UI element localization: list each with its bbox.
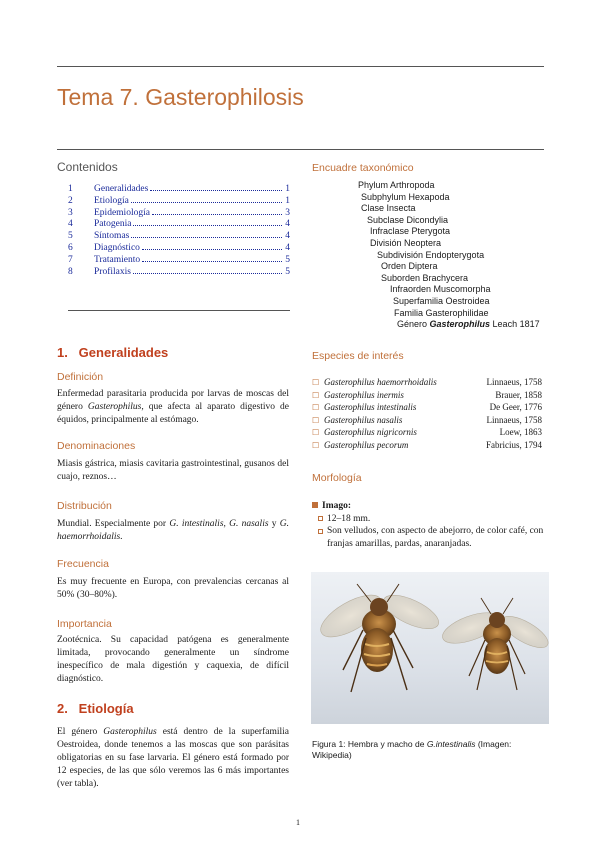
- filled-box-bullet-icon: [312, 502, 318, 508]
- male-fly: [439, 598, 549, 690]
- toc-item[interactable]: 4 Patogenia 4: [68, 219, 290, 230]
- taxonomy-line: Orden Diptera: [381, 261, 438, 272]
- toc-item[interactable]: 7 Tratamiento 5: [68, 254, 290, 265]
- subheading-importancia: Importancia: [57, 618, 112, 630]
- box-bullet-icon: [318, 516, 323, 521]
- contents-rule: [68, 310, 290, 311]
- frecuencia-text: Es muy frecuente en Europa, con prevalencias cercanas al 50% (30–80%).: [57, 577, 289, 600]
- toc-item[interactable]: 8 Profilaxis 5: [68, 266, 290, 277]
- morphology-list: [312, 500, 544, 550]
- list-item: Son velludos, con aspecto de abejorro, de color café, con franjas amarillas, pardas, anaranjadas.: [312, 525, 544, 550]
- female-fly: [315, 584, 444, 692]
- box-bullet-icon: ☐: [312, 378, 320, 387]
- taxonomy-line: Infraorden Muscomorpha: [390, 284, 491, 295]
- list-item: ☐ Gasterophilus haemorrhoidalis Linnaeus, 1758: [312, 377, 542, 387]
- denominaciones-text: Miasis gástrica, miasis cavitaria gastrointestinal, gusanos del cuajo, reznos…: [57, 459, 289, 482]
- taxonomy-line: Subclase Dicondylia: [367, 214, 449, 225]
- page-number: 1: [296, 818, 300, 827]
- taxonomy-line: Suborden Brachycera: [381, 272, 469, 283]
- taxonomy-genus-line: Género Gasterophilus Leach 1817: [397, 319, 540, 330]
- title-rule: [57, 149, 544, 150]
- box-bullet-icon: [318, 529, 323, 534]
- etiologia-text: El género Gasterophilus está dentro de la superfamilia Oestroidea, donde tenemos a las moscas que son parásitas obligatorias en su fase larvaria. El género está formado por 12 especies, de las que sólo veremos las 6 más importantes (ver tabla).: [57, 727, 290, 789]
- taxonomy-line: Superfamilia Oestroidea: [393, 295, 490, 306]
- list-item: ☐ Gasterophilus inermis Brauer, 1858: [312, 389, 542, 400]
- box-bullet-icon: ☐: [312, 390, 320, 400]
- taxonomy-line: Clase Insecta: [361, 203, 416, 214]
- botfly-pair-illustration: [311, 572, 549, 724]
- taxonomy-line: Familia Gasterophilidae: [394, 307, 489, 318]
- taxonomy-line: Infraclase Pterygota: [370, 226, 451, 237]
- taxonomy-line: Subdivisión Endopterygota: [377, 249, 485, 260]
- distribucion-text: Mundial. Especialmente por G. intestinalis, G. nasalis y G. haemorrhoidalis.: [57, 519, 290, 542]
- contents-title: Contenidos: [57, 160, 118, 174]
- taxonomy-list: [312, 180, 540, 331]
- toc-item[interactable]: 1 Generalidades 1: [68, 184, 290, 194]
- subheading-frecuencia: Frecuencia: [57, 558, 109, 570]
- table-of-contents: [68, 184, 290, 278]
- top-rule: [57, 66, 544, 67]
- list-item: ☐ Gasterophilus pecorum Fabricius, 1794: [312, 439, 542, 450]
- list-item: ☐ Gasterophilus nasalis Linnaeus, 1758: [312, 414, 542, 425]
- toc-item[interactable]: 6 Diagnóstico 4: [68, 242, 290, 253]
- page-title: Tema 7. Gasterophilosis: [57, 84, 304, 110]
- species-title: Especies de interés: [312, 350, 404, 362]
- section-heading-generalidades: 1. Generalidades: [57, 345, 169, 360]
- list-item: Imago:: [312, 500, 544, 513]
- box-bullet-icon: ☐: [312, 403, 320, 413]
- figure-caption: Figura 1: Hembra y macho de G.intestinalis (Imagen: Wikipedia): [312, 739, 512, 760]
- definicion-text: Enfermedad parasitaria producida por larvas de moscas del género Gasterophilus, que afecta al aparato digestivo de équidos, principalmente al estómago.: [57, 389, 289, 425]
- subheading-definicion: Definición: [57, 371, 104, 383]
- toc-item[interactable]: 3 Epidemiología 3: [68, 207, 290, 218]
- morphology-title: Morfología: [312, 472, 362, 484]
- list-item: 12–18 mm.: [312, 513, 544, 526]
- subheading-denominaciones: Denominaciones: [57, 440, 136, 452]
- toc-item[interactable]: 5 Síntomas 4: [68, 231, 290, 242]
- box-bullet-icon: ☐: [312, 428, 320, 438]
- species-list: [312, 377, 542, 453]
- toc-item[interactable]: 2 Etiología 1: [68, 195, 290, 206]
- subheading-distribucion: Distribución: [57, 500, 112, 512]
- list-item: ☐ Gasterophilus intestinalis De Geer, 1776: [312, 402, 542, 413]
- taxonomy-line: División Neoptera: [370, 237, 442, 248]
- taxonomy-line: Phylum Arthropoda: [358, 180, 435, 190]
- importancia-text: Zootécnica. Su capacidad patógena es generalmente limitada, provocando generalmente un síndrome inespecífico de mala digestión y caquexia, de difícil diagnóstico.: [57, 635, 289, 684]
- figure-image: [311, 572, 549, 724]
- taxonomy-title: Encuadre taxonómico: [312, 162, 414, 174]
- list-item: ☐ Gasterophilus nigricornis Loew, 1863: [312, 427, 542, 438]
- box-bullet-icon: ☐: [312, 440, 320, 450]
- box-bullet-icon: ☐: [312, 415, 320, 425]
- section-heading-etiologia: 2. Etiología: [57, 701, 134, 716]
- taxonomy-line: Subphylum Hexapoda: [361, 191, 450, 202]
